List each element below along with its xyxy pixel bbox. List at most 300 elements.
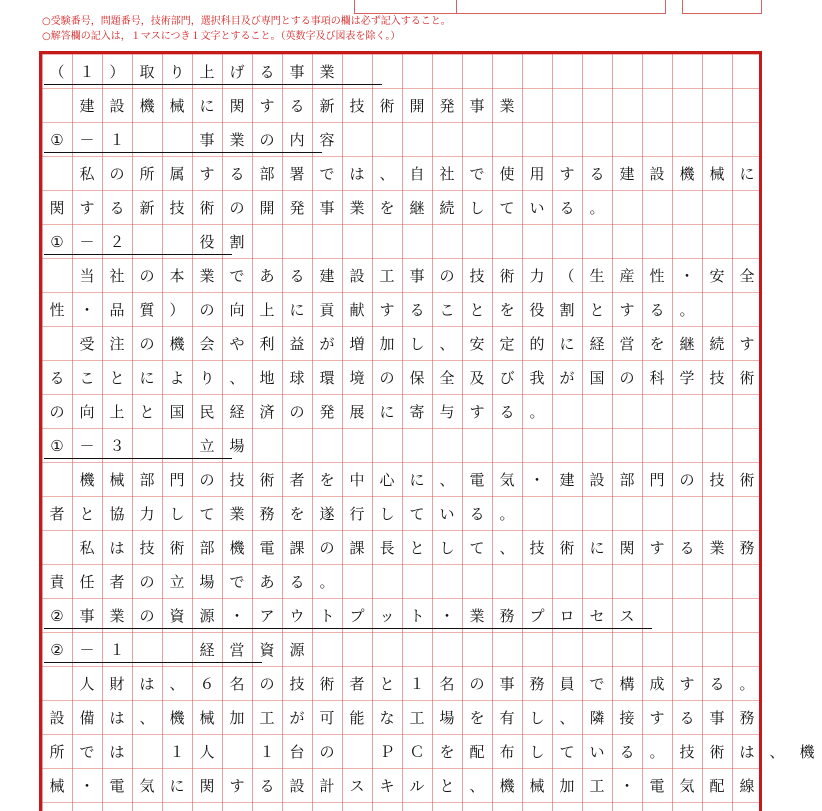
grid-cell: 責 — [49, 573, 65, 591]
manuscript-row — [72, 326, 762, 360]
grid-cell: 、 — [139, 709, 155, 727]
grid-cell: 取 — [139, 63, 155, 81]
grid-cell: 。 — [319, 573, 335, 591]
grid-cell: 定 — [499, 335, 515, 353]
grid-cell: 事 — [499, 675, 515, 693]
grid-cell: 者 — [109, 573, 125, 591]
manuscript-row — [72, 88, 522, 122]
grid-cell: 属 — [169, 165, 185, 183]
grid-cell: し — [379, 505, 395, 523]
grid-cell: 関 — [619, 539, 635, 557]
grid-cell: ・ — [619, 777, 635, 795]
grid-cell: る — [289, 97, 305, 115]
grid-cell: の — [139, 335, 155, 353]
grid-cell: ① — [50, 131, 64, 149]
grid-cell: 内 — [289, 131, 305, 149]
grid-cell: 品 — [109, 301, 125, 319]
grid-cell: 者 — [289, 471, 305, 489]
grid-cell: ② — [50, 607, 64, 625]
grid-cell: 営 — [229, 641, 245, 659]
grid-cell: の — [319, 743, 335, 761]
grid-cell: る — [559, 199, 575, 217]
grid-cell: と — [439, 777, 455, 795]
grid-cell: 機 — [229, 539, 245, 557]
grid-cell: 隣 — [589, 709, 605, 727]
grid-cell: 場 — [439, 709, 455, 727]
grid-cell: に — [739, 165, 755, 183]
grid-cell: り — [199, 369, 215, 387]
grid-cell: て — [559, 743, 575, 761]
grid-cell — [132, 734, 162, 768]
grid-cell: 加 — [559, 777, 575, 795]
grid-cell: １ — [259, 743, 275, 761]
heading-underline — [44, 84, 382, 85]
grid-cell: 械 — [529, 777, 545, 795]
grid-cell: 継 — [679, 335, 695, 353]
grid-cell: 、 — [439, 471, 455, 489]
grid-cell: ・ — [679, 267, 695, 285]
grid-cell: は — [109, 709, 125, 727]
grid-cell: に — [289, 301, 305, 319]
grid-cell: 。 — [529, 403, 545, 421]
grid-cell: し — [529, 743, 545, 761]
manuscript-row — [42, 734, 822, 768]
grid-cell: 部 — [619, 471, 635, 489]
grid-cell: 開 — [259, 199, 275, 217]
grid-cell: 機 — [169, 709, 185, 727]
manuscript-row — [42, 122, 342, 156]
manuscript-row — [42, 496, 522, 530]
grid-cell: 技 — [709, 369, 725, 387]
grid-cell: 業 — [319, 63, 335, 81]
grid-cell: 設 — [109, 97, 125, 115]
grid-cell: 学 — [679, 369, 695, 387]
grid-cell: 術 — [169, 539, 185, 557]
grid-cell: は — [349, 165, 365, 183]
grid-cell: ② — [50, 641, 64, 659]
grid-cell: に — [139, 369, 155, 387]
grid-cell: 発 — [319, 403, 335, 421]
instruction-line-2: ○解答欄の記入は，１マスにつき１文字とすること。（英数字及び図表を除く。） — [42, 31, 401, 42]
grid-cell: の — [679, 471, 695, 489]
grid-cell: 向 — [229, 301, 245, 319]
answer-sheet — [39, 51, 815, 811]
grid-cell: る — [469, 505, 485, 523]
grid-cell: 部 — [139, 471, 155, 489]
grid-cell: の — [139, 267, 155, 285]
grid-cell: 心 — [379, 471, 395, 489]
grid-cell: 、 — [769, 743, 785, 761]
grid-cell: 務 — [739, 539, 755, 557]
grid-cell: 力 — [139, 505, 155, 523]
grid-cell: 利 — [259, 335, 275, 353]
grid-cell: 科 — [649, 369, 665, 387]
grid-cell: い — [529, 199, 545, 217]
grid-cell: の — [259, 131, 275, 149]
grid-cell: を — [439, 743, 455, 761]
grid-cell: と — [109, 369, 125, 387]
grid-cell: 役 — [199, 233, 215, 251]
grid-cell: 接 — [619, 709, 635, 727]
grid-cell: い — [439, 505, 455, 523]
grid-cell: 、 — [169, 675, 185, 693]
grid-cell: ） — [109, 63, 125, 81]
grid-cell: 者 — [349, 675, 365, 693]
grid-cell: 械 — [169, 97, 185, 115]
manuscript-row — [42, 428, 252, 462]
grid-cell: 全 — [439, 369, 455, 387]
grid-cell: １ — [409, 675, 425, 693]
grid-cell: 国 — [169, 403, 185, 421]
grid-cell: の — [469, 675, 485, 693]
grid-cell: 済 — [259, 403, 275, 421]
grid-cell: 構 — [619, 675, 635, 693]
grid-cell: 設 — [49, 709, 65, 727]
grid-cell: で — [589, 675, 605, 693]
grid-cell: 、 — [229, 369, 245, 387]
grid-cell: 事 — [79, 607, 95, 625]
grid-cell: 自 — [409, 165, 425, 183]
manuscript-row — [42, 700, 762, 734]
grid-cell: 注 — [109, 335, 125, 353]
grid-cell: 務 — [499, 607, 515, 625]
grid-cell: 布 — [499, 743, 515, 761]
grid-cell: と — [379, 675, 395, 693]
grid-cell: 技 — [349, 97, 365, 115]
grid-cell: の — [229, 199, 245, 217]
grid-cell: 立 — [169, 573, 185, 591]
grid-cell: 財 — [109, 675, 125, 693]
grid-cell: 課 — [289, 539, 305, 557]
grid-cell: 技 — [709, 471, 725, 489]
grid-cell: 者 — [49, 505, 65, 523]
grid-cell: 設 — [649, 165, 665, 183]
grid-cell: 事 — [409, 267, 425, 285]
grid-cell: 境 — [349, 369, 365, 387]
grid-cell: し — [439, 539, 455, 557]
grid-cell: 役 — [529, 301, 545, 319]
grid-cell: １ — [109, 131, 125, 149]
grid-cell: と — [469, 301, 485, 319]
manuscript-row — [42, 224, 252, 258]
grid-cell: － — [79, 437, 95, 455]
grid-cell: プ — [349, 607, 365, 625]
grid-cell: 続 — [439, 199, 455, 217]
grid-cell: 建 — [319, 267, 335, 285]
grid-cell: の — [199, 301, 215, 319]
grid-cell: ・ — [229, 607, 245, 625]
grid-cell: 長 — [379, 539, 395, 557]
grid-cell: ス — [619, 607, 635, 625]
grid-cell: 力 — [529, 267, 545, 285]
grid-cell: 用 — [529, 165, 545, 183]
grid-cell: の — [139, 573, 155, 591]
grid-cell: 加 — [229, 709, 245, 727]
grid-cell: 、 — [379, 165, 395, 183]
grid-cell: あ — [259, 267, 275, 285]
grid-cell: す — [469, 403, 485, 421]
grid-cell: を — [649, 335, 665, 353]
grid-cell: 源 — [289, 641, 305, 659]
grid-cell: １ — [169, 743, 185, 761]
grid-cell: 社 — [109, 267, 125, 285]
grid-cell: し — [169, 505, 185, 523]
grid-cell: を — [379, 199, 395, 217]
grid-cell: と — [409, 539, 425, 557]
grid-cell: る — [679, 709, 695, 727]
grid-cell: 術 — [739, 369, 755, 387]
grid-cell: す — [739, 335, 755, 353]
grid-cell: 械 — [109, 471, 125, 489]
grid-cell: 設 — [589, 471, 605, 489]
grid-cell: 。 — [739, 675, 755, 693]
grid-cell: 容 — [319, 131, 335, 149]
heading-underline — [44, 628, 652, 629]
grid-cell: す — [259, 97, 275, 115]
grid-cell: 発 — [289, 199, 305, 217]
grid-cell: 中 — [349, 471, 365, 489]
grid-cell: 、 — [559, 709, 575, 727]
grid-cell: 技 — [469, 267, 485, 285]
grid-cell: 我 — [529, 369, 545, 387]
grid-cell: と — [589, 301, 605, 319]
grid-cell: 経 — [229, 403, 245, 421]
grid-cell: が — [319, 335, 335, 353]
grid-cell: は — [109, 539, 125, 557]
grid-cell: で — [229, 267, 245, 285]
grid-cell: 資 — [259, 641, 275, 659]
grid-cell: 続 — [709, 335, 725, 353]
grid-cell: る — [499, 403, 515, 421]
grid-cell: 工 — [379, 267, 395, 285]
grid-cell: 。 — [649, 743, 665, 761]
grid-cell: あ — [259, 573, 275, 591]
grid-cell: 所 — [139, 165, 155, 183]
grid-cell: 性 — [649, 267, 665, 285]
grid-cell: 任 — [79, 573, 95, 591]
grid-cell: 課 — [349, 539, 365, 557]
grid-cell: ロ — [559, 607, 575, 625]
grid-cell: り — [169, 63, 185, 81]
grid-cell: 人 — [199, 743, 215, 761]
grid-cell: 業 — [109, 607, 125, 625]
grid-cell: る — [619, 743, 635, 761]
grid-cell: を — [499, 301, 515, 319]
grid-cell: 術 — [259, 471, 275, 489]
grid-cell: 質 — [139, 301, 155, 319]
grid-cell: 民 — [199, 403, 215, 421]
grid-cell: る — [409, 301, 425, 319]
grid-cell: 技 — [169, 199, 185, 217]
grid-cell: 経 — [199, 641, 215, 659]
grid-cell: 本 — [169, 267, 185, 285]
grid-cell: の — [139, 607, 155, 625]
grid-cell: 名 — [439, 675, 455, 693]
grid-cell: が — [289, 709, 305, 727]
grid-cell: 備 — [79, 709, 95, 727]
grid-cell: し — [469, 199, 485, 217]
grid-cell: て — [409, 505, 425, 523]
grid-cell: に — [199, 97, 215, 115]
grid-cell: 、 — [499, 539, 515, 557]
grid-cell — [162, 632, 192, 666]
grid-cell: の — [259, 675, 275, 693]
grid-cell: の — [439, 267, 455, 285]
grid-cell: ① — [50, 437, 64, 455]
grid-cell — [132, 224, 162, 258]
grid-cell: が — [559, 369, 575, 387]
grid-cell: び — [499, 369, 515, 387]
grid-cell: 工 — [409, 709, 425, 727]
grid-cell: 能 — [349, 709, 365, 727]
grid-cell: 事 — [289, 63, 305, 81]
grid-cell: で — [229, 573, 245, 591]
grid-cell: 上 — [109, 403, 125, 421]
grid-cell: 電 — [109, 777, 125, 795]
grid-cell: 術 — [199, 199, 215, 217]
grid-cell: の — [49, 403, 65, 421]
grid-cell: 産 — [619, 267, 635, 285]
grid-cell: 業 — [469, 607, 485, 625]
grid-cell: 門 — [649, 471, 665, 489]
manuscript-row — [42, 632, 312, 666]
grid-cell: － — [79, 131, 95, 149]
grid-cell: 益 — [289, 335, 305, 353]
grid-cell: の — [379, 369, 395, 387]
grid-cell: よ — [169, 369, 185, 387]
grid-cell: 私 — [79, 165, 95, 183]
grid-cell: 門 — [169, 471, 185, 489]
grid-cell: の — [109, 165, 125, 183]
grid-cell: 気 — [679, 777, 695, 795]
manuscript-row — [42, 768, 762, 802]
grid-cell: ６ — [199, 675, 215, 693]
grid-cell: 。 — [679, 301, 695, 319]
grid-cell: 有 — [499, 709, 515, 727]
grid-cell: 械 — [709, 165, 725, 183]
grid-cell: 新 — [139, 199, 155, 217]
grid-cell: 全 — [739, 267, 755, 285]
grid-cell: 術 — [499, 267, 515, 285]
grid-cell: こ — [79, 369, 95, 387]
grid-cell: を — [319, 471, 335, 489]
grid-cell: 球 — [289, 369, 305, 387]
grid-cell: 増 — [349, 335, 365, 353]
grid-cell: 名 — [229, 675, 245, 693]
grid-cell: し — [529, 709, 545, 727]
grid-cell: 技 — [229, 471, 245, 489]
grid-cell: 配 — [469, 743, 485, 761]
grid-cell: 工 — [589, 777, 605, 795]
grid-cell: す — [619, 301, 635, 319]
heading-underline — [44, 662, 262, 663]
grid-cell: 機 — [79, 471, 95, 489]
grid-cell: 械 — [49, 777, 65, 795]
grid-cell: 立 — [199, 437, 215, 455]
grid-cell: 生 — [589, 267, 605, 285]
grid-cell: 保 — [409, 369, 425, 387]
grid-cell: 与 — [439, 403, 455, 421]
grid-cell: 電 — [649, 777, 665, 795]
grid-cell: と — [79, 505, 95, 523]
manuscript-row — [42, 394, 552, 428]
grid-cell: 会 — [199, 335, 215, 353]
grid-cell: １ — [109, 641, 125, 659]
grid-cell: 計 — [319, 777, 335, 795]
grid-cell: て — [469, 539, 485, 557]
grid-cell: る — [289, 267, 305, 285]
grid-cell: 開 — [409, 97, 425, 115]
grid-cell: 台 — [289, 743, 305, 761]
grid-cell: す — [649, 539, 665, 557]
header-box-left — [354, 0, 458, 14]
grid-cell: 機 — [799, 743, 815, 761]
header-box-middle — [456, 0, 666, 14]
grid-cell: 新 — [319, 97, 335, 115]
grid-cell: 関 — [49, 199, 65, 217]
grid-cell: 建 — [79, 97, 95, 115]
grid-cell: 献 — [349, 301, 365, 319]
grid-cell: 線 — [739, 777, 755, 795]
grid-cell: る — [589, 165, 605, 183]
grid-cell: 。 — [589, 199, 605, 217]
grid-cell: Ｃ — [409, 743, 425, 761]
grid-cell: の — [199, 471, 215, 489]
instruction-line-1: ○受験番号，問題番号，技術部門，選択科目及び専門とする事項の欄は必ず記入すること。 — [42, 16, 451, 27]
grid-cell: 事 — [709, 709, 725, 727]
grid-cell: 術 — [559, 539, 575, 557]
manuscript-row — [72, 666, 762, 700]
grid-cell: す — [79, 199, 95, 217]
grid-cell — [132, 632, 162, 666]
grid-cell — [162, 224, 192, 258]
grid-cell: 経 — [589, 335, 605, 353]
grid-cell: 貢 — [319, 301, 335, 319]
grid-cell: 。 — [499, 505, 515, 523]
manuscript-row — [72, 156, 762, 190]
grid-cell — [222, 734, 252, 768]
grid-cell: 資 — [169, 607, 185, 625]
grid-cell: 業 — [229, 505, 245, 523]
grid-cell: 配 — [709, 777, 725, 795]
grid-cell: 上 — [259, 301, 275, 319]
grid-cell: て — [499, 199, 515, 217]
grid-cell: る — [109, 199, 125, 217]
grid-cell: 事 — [469, 97, 485, 115]
grid-cell: 気 — [499, 471, 515, 489]
grid-cell: 電 — [469, 471, 485, 489]
grid-cell: ・ — [529, 471, 545, 489]
grid-cell: 業 — [349, 199, 365, 217]
grid-cell: る — [259, 63, 275, 81]
grid-cell: 地 — [259, 369, 275, 387]
grid-cell: 、 — [439, 335, 455, 353]
grid-cell: て — [199, 505, 215, 523]
grid-cell: 務 — [739, 709, 755, 727]
grid-cell — [342, 734, 372, 768]
grid-cell: 私 — [79, 539, 95, 557]
grid-cell: ２ — [109, 233, 125, 251]
grid-cell: 建 — [619, 165, 635, 183]
grid-cell: る — [259, 777, 275, 795]
grid-cell: 使 — [499, 165, 515, 183]
grid-cell: 部 — [199, 539, 215, 557]
grid-cell: 可 — [319, 709, 335, 727]
grid-cell: す — [679, 675, 695, 693]
grid-cell: は — [739, 743, 755, 761]
grid-cell: プ — [529, 607, 545, 625]
grid-cell: 技 — [529, 539, 545, 557]
